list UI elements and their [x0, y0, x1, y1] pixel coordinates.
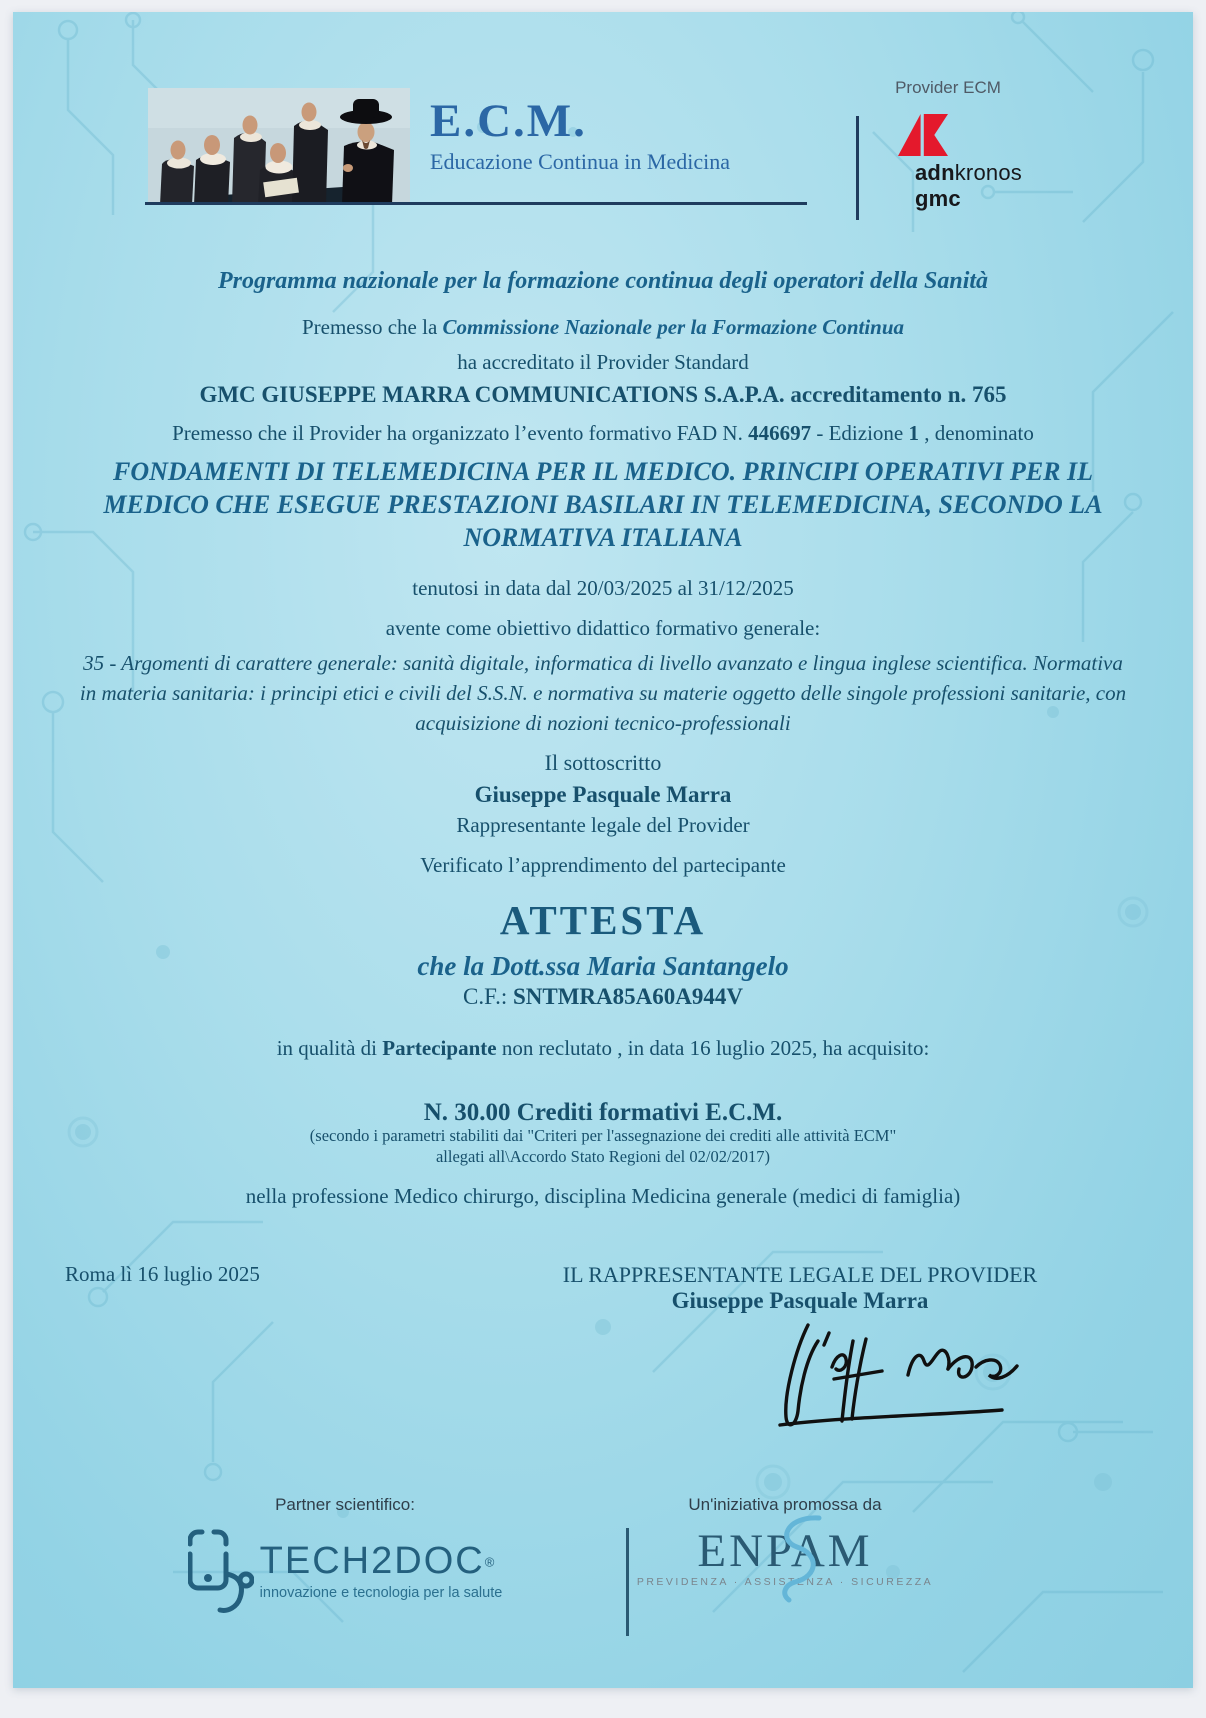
- program-title: Programma nazionale per la formazione continua degli operatori della Sanità: [217, 268, 989, 294]
- accredited-line: ha accreditato il Provider Standard: [457, 350, 749, 374]
- tech2doc-phone-stethoscope-icon: [188, 1528, 254, 1628]
- partner-label: Partner scientifico:: [275, 1495, 415, 1514]
- adnkronos-wordmark: [915, 160, 1022, 186]
- profession-line: nella professione Medico chirurgo, disciplina Medicina generale (medici di famiglia): [245, 1184, 961, 1208]
- credits-note-2: allegati all\Accordo Stato Regioni del 02/02/2017): [435, 1147, 771, 1166]
- objective-intro-line: avente come obiettivo didattico formativo generale:: [385, 616, 821, 640]
- premise2-suffix: , denominato: [918, 421, 1034, 445]
- quality-role: Partecipante: [382, 1036, 497, 1060]
- premise-commission-line: [63, 315, 1143, 340]
- adnkronos-word-bold: adn: [915, 160, 955, 185]
- enpam-s-curve-icon: [757, 1514, 837, 1614]
- enpam-logo: [630, 1524, 940, 1590]
- enpam-wordmark: ENPAM: [697, 1525, 873, 1577]
- ecm-subtitle: Educazione Continua in Medicina: [430, 149, 730, 174]
- registered-mark: ®: [484, 1554, 495, 1570]
- ecm-title-block: [430, 95, 730, 175]
- quality-suffix: non reclutato , in data 16 luglio 2025, ha acquisito:: [496, 1036, 930, 1060]
- tech2doc-logo: [170, 1528, 520, 1628]
- fad-number: 446697: [748, 421, 812, 445]
- commission-name: Commissione Nazionale per la Formazione Continua: [442, 315, 905, 339]
- verified-line: Verificato l’apprendimento del partecipante: [420, 853, 786, 877]
- adnkronos-gmc: gmc: [915, 186, 961, 211]
- credits-line: N. 30.00 Crediti formativi E.C.M.: [423, 1099, 783, 1126]
- fiscal-code-line: [63, 984, 1143, 1010]
- footer-divider: [626, 1528, 629, 1636]
- anatomy-lesson-painting: [148, 88, 410, 205]
- cf-label: C.F.:: [463, 984, 513, 1009]
- quality-line: [63, 1036, 1143, 1061]
- place-date: Roma lì 16 luglio 2025: [65, 1262, 260, 1286]
- provider-accreditation-line: GMC GIUSEPPE MARRA COMMUNICATIONS S.A.P.A. accreditamento n. 765: [199, 382, 1007, 407]
- enpam-tagline: PREVIDENZA · ASSISTENZA · SICUREZZA: [636, 1576, 934, 1588]
- premise-event-line: [63, 421, 1143, 446]
- quality-prefix: in qualità di: [276, 1036, 383, 1060]
- premise2-prefix: Premesso che il Provider ha organizzato l’evento formativo FAD N.: [172, 421, 749, 445]
- objective-text: 35 - Argomenti di carattere generale: sanità digitale, informatica di livello avanzato e lingua inglese scientifica. Normativa in materia sanitaria: i principi etici e civili del S.S.N. e normativa su materie oggetto delle singole professioni sanitarie, con acquisizione di nozioni tecnico-professionali: [79, 651, 1127, 735]
- tech2doc-tagline: innovazione e tecnologia per la salute: [259, 1585, 503, 1601]
- undersigned-role: Rappresentante legale del Provider: [456, 813, 750, 837]
- adnkronos-word-light: kronos: [954, 160, 1022, 185]
- edition-number: 1: [908, 421, 919, 445]
- attesta-heading: ATTESTA: [499, 897, 707, 943]
- legal-rep-signature: [740, 1315, 1040, 1435]
- header-horizontal-divider: [145, 202, 807, 205]
- header-vertical-divider: [856, 116, 859, 220]
- credits-note-1: (secondo i parametri stabiliti dai "Criteri per l'assegnazione dei crediti alle attività ECM": [309, 1126, 897, 1145]
- legal-rep-name: Giuseppe Pasquale Marra: [671, 1288, 929, 1313]
- initiative-label: Un'iniziativa promossa da: [688, 1495, 882, 1514]
- cf-value: SNTMRA85A60A944V: [512, 984, 743, 1009]
- tech2doc-wordmark: TECH2DOC: [259, 1540, 485, 1582]
- undersigned-label: Il sottoscritto: [544, 750, 662, 775]
- premise1-prefix: Premesso che la: [301, 315, 443, 339]
- participant-name-line: che la Dott.ssa Maria Santangelo: [417, 951, 789, 981]
- course-dates-line: tenutosi in data dal 20/03/2025 al 31/12/2025: [412, 576, 794, 600]
- provider-ecm-label: Provider ECM: [895, 78, 1001, 97]
- adnkronos-icon: [898, 114, 948, 156]
- legal-rep-title: IL RAPPRESENTANTE LEGALE DEL PROVIDER: [562, 1262, 1038, 1287]
- premise2-mid: - Edizione: [811, 421, 909, 445]
- ecm-title: E.C.M.: [430, 95, 587, 147]
- undersigned-name: Giuseppe Pasquale Marra: [474, 782, 732, 807]
- course-title: FONDAMENTI DI TELEMEDICINA PER IL MEDICO. PRINCIPI OPERATIVI PER IL MEDICO CHE ESEGUE PRESTAZIONI BASILARI IN TELEMEDICINA, SECONDO LA NORMATIVA ITALIANA: [103, 457, 1103, 552]
